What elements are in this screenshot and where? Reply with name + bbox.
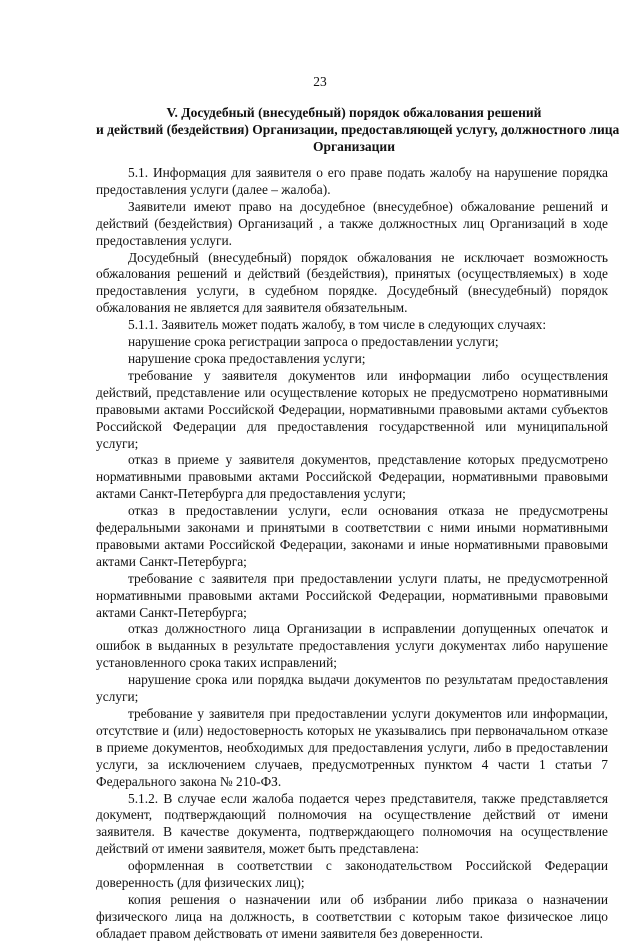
list-item: отказ в предоставлении услуги, если основания отказа не предусмотрены федеральными законами и принятыми в соответствии с ними иными нормативными правовыми актами Российской Федерации, законами и иные нормативными правовыми актами Санкт-Петербурга; bbox=[96, 503, 608, 569]
paragraph-appeal-right: Заявители имеют право на досудебное (внесудебное) обжалование решений и действий (бездействия) Организаций , а также должностных лиц Организаций в ходе предоставления услуги. bbox=[96, 198, 608, 248]
list-item: отказ в приеме у заявителя документов, представление которых предусмотрено нормативными правовыми актами Российской Федерации, нормативными правовыми актами Санкт-Петербурга для предоставления услуги; bbox=[96, 452, 608, 502]
list-item: требование у заявителя при предоставлении услуги документов или информации, отсутствие и (или) недостоверность которых не указывались при первоначальном отказе в приеме документов, необходимых для предоставления услуги, либо в предоставлении услуги, за исключением случаев, предусмотренных пунктом 4 части 1 статьи 7 Федерального закона № 210-ФЗ. bbox=[96, 706, 608, 789]
paragraph-5-1-2: 5.1.2. В случае если жалоба подается через представителя, также представляется документ, подтверждающий полномочия на осуществление действий от имени заявителя. В качестве документа, подтверждающего полномочия на осуществление действий от имени заявителя, может быть представлена: bbox=[96, 790, 608, 857]
list-item: нарушение срока регистрации запроса о предоставлении услуги; bbox=[128, 334, 499, 350]
list-item: отказ должностного лица Организации в исправлении допущенных опечаток и ошибок в выданных в результате предоставления услуги документах либо нарушение установленного срока таких исправлений; bbox=[96, 621, 608, 671]
section-heading-line-3: Организации bbox=[313, 139, 395, 154]
list-item: нарушение срока предоставления услуги; bbox=[128, 350, 366, 366]
section-heading-line-1: V. Досудебный (внесудебный) порядок обжалования решений bbox=[166, 105, 542, 120]
list-item: требование у заявителя документов или информации либо осуществления действий, представление или осуществление которых не предусмотрено нормативными правовыми актами Российской Федерации, нормативными правовыми актами субъектов Российской Федерации для предоставления государственной или муниципальной услуги; bbox=[96, 367, 608, 451]
document-body bbox=[96, 165, 608, 943]
paragraph-5-1-1: 5.1.1. Заявитель может подать жалобу, в том числе в следующих случаях: bbox=[128, 317, 547, 333]
list-item: нарушение срока или порядка выдачи документов по результатам предоставления услуги; bbox=[96, 672, 608, 705]
page-number: 23 bbox=[313, 74, 327, 89]
list-item: копия решения о назначении или об избрании либо приказа о назначении физического лица на должность, в соответствии с которым такое физическое лицо обладает правом действовать от имени заявителя без доверенности. bbox=[96, 891, 608, 941]
paragraph-appeal-procedure: Досудебный (внесудебный) порядок обжалования не исключает возможность обжалования решений и действий (бездействия), принятых (осуществляемых) в ходе предоставления услуги, в судебном порядке. Досудебный (внесудебный) порядок обжалования не является для заявителя обязательным. bbox=[96, 249, 608, 316]
paragraph-5-1: 5.1. Информация для заявителя о его праве подать жалобу на нарушение порядка предоставления услуги (далее – жалоба). bbox=[96, 165, 608, 197]
list-item: требование с заявителя при предоставлении услуги платы, не предусмотренной нормативными правовыми актами Российской Федерации, нормативными правовыми актами Санкт-Петербурга; bbox=[96, 570, 608, 620]
section-heading-line-2: и действий (бездействия) Организации, предоставляющей услугу, должностного лица bbox=[96, 122, 620, 137]
section-heading bbox=[96, 104, 620, 155]
list-item: оформленная в соответствии с законодательством Российской Федерации доверенность (для физических лиц); bbox=[96, 858, 608, 891]
